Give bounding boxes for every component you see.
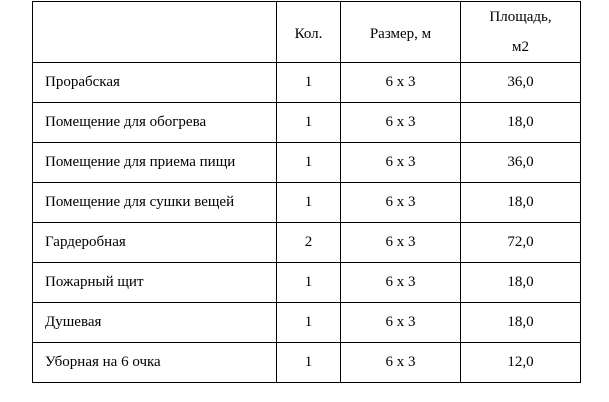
header-area-line1: Площадь, [489,9,552,25]
table-row [33,103,581,143]
area-cell: 36,0 [461,63,581,103]
header-area [461,2,581,63]
room-name-cell: Прорабская [33,63,277,103]
size-cell: 6 х 3 [341,183,461,223]
room-name-cell: Гардеробная [33,223,277,263]
header-size: Размер, м [341,2,461,63]
room-name-cell: Помещение для обогрева [33,103,277,143]
table-body [33,63,581,383]
table-row [33,63,581,103]
size-cell: 6 х 3 [341,143,461,183]
header-quantity: Кол. [277,2,341,63]
size-cell: 6 х 3 [341,303,461,343]
table-row [33,183,581,223]
area-cell: 18,0 [461,103,581,143]
quantity-cell: 1 [277,143,341,183]
room-name-cell: Душевая [33,303,277,343]
quantity-cell: 1 [277,343,341,383]
size-cell: 6 х 3 [341,263,461,303]
room-name-cell: Уборная на 6 очка [33,343,277,383]
table-row [33,223,581,263]
area-cell: 72,0 [461,223,581,263]
table-row [33,143,581,183]
table-row [33,263,581,303]
quantity-cell: 1 [277,303,341,343]
size-cell: 6 х 3 [341,63,461,103]
room-name-cell: Пожарный щит [33,263,277,303]
area-cell: 18,0 [461,303,581,343]
quantity-cell: 1 [277,263,341,303]
size-cell: 6 х 3 [341,223,461,263]
header-name [33,2,277,63]
size-cell: 6 х 3 [341,103,461,143]
area-cell: 36,0 [461,143,581,183]
size-cell: 6 х 3 [341,343,461,383]
room-name-cell: Помещение для сушки вещей [33,183,277,223]
header-area-line2: м2 [512,39,529,55]
quantity-cell: 1 [277,103,341,143]
table-row [33,303,581,343]
area-cell: 18,0 [461,183,581,223]
quantity-cell: 2 [277,223,341,263]
area-cell: 12,0 [461,343,581,383]
quantity-cell: 1 [277,63,341,103]
facility-table [32,1,581,383]
table-row [33,343,581,383]
quantity-cell: 1 [277,183,341,223]
area-cell: 18,0 [461,263,581,303]
room-name-cell: Помещение для приема пищи [33,143,277,183]
table-header-row [33,2,581,63]
